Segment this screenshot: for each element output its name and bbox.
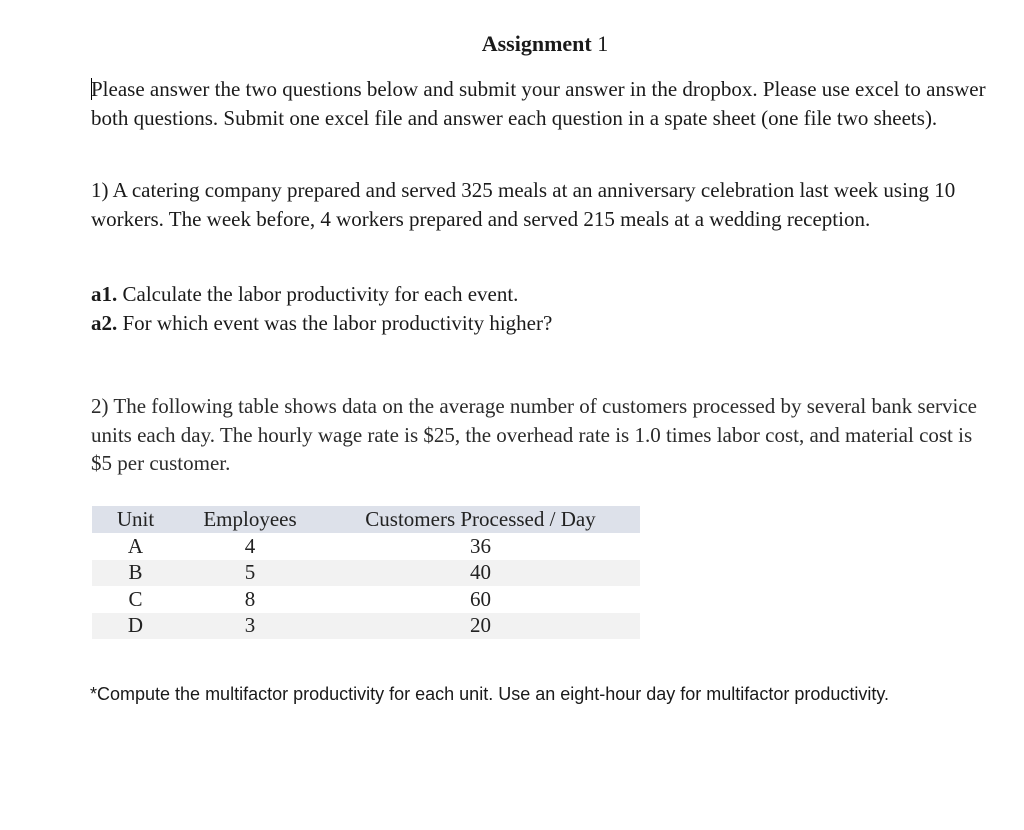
cell-unit: D (92, 613, 179, 640)
cell-employees: 8 (244, 586, 256, 611)
header-employees: Employees (179, 506, 321, 533)
header-unit: Unit (92, 506, 179, 533)
intro-text: Please answer the two questions below and submit your answer in the dropbox. Please use excel to answer both questions. Submit one excel file and answer each question in a spate sheet (one file two sheets). (91, 77, 986, 130)
intro-paragraph[interactable] (91, 75, 991, 132)
title-bold: Assignment (481, 31, 592, 56)
cell-customers: 20 (321, 613, 640, 640)
cell-employees: 3 (179, 613, 321, 640)
cell-customers: 40 (321, 560, 640, 587)
cell-customers: 36 (470, 533, 491, 558)
cell-unit: B (92, 560, 179, 587)
question-2: 2) The following table shows data on the average number of customers processed by several bank service units each day. The hourly wage rate is $25, the overhead rate is 1.0 times labor cost, and material cost is $5 per customer. (91, 394, 977, 475)
cell-unit: C (128, 586, 143, 611)
cell-unit: A (127, 533, 144, 558)
page-title (0, 31, 1024, 57)
table-row (92, 533, 640, 560)
units-table (92, 506, 640, 639)
header-customers: Customers Processed / Day (321, 506, 640, 533)
a2-text: For which event was the labor productivity higher? (122, 310, 553, 335)
cell-customers: 60 (470, 586, 491, 611)
a1-label: a1. (91, 282, 118, 306)
a1-text: Calculate the labor productivity for each event. (122, 282, 519, 306)
question-1-parts (91, 280, 991, 337)
question-1: 1) A catering company prepared and served 325 meals at an anniversary celebration last week using 10 workers. The week before, 4 workers prepared and served 215 meals at a wedding reception. (91, 178, 956, 231)
table-header-row (92, 506, 640, 533)
table-row (92, 586, 640, 613)
cell-employees: 4 (244, 533, 256, 558)
cell-employees: 5 (179, 560, 321, 587)
table-row (92, 560, 640, 587)
a2-label: a2. (91, 310, 118, 335)
table-row (92, 613, 640, 640)
title-number: 1 (597, 31, 609, 56)
footnote: *Compute the multifactor productivity for each unit. Use an eight-hour day for multifactor productivity. (90, 684, 890, 704)
